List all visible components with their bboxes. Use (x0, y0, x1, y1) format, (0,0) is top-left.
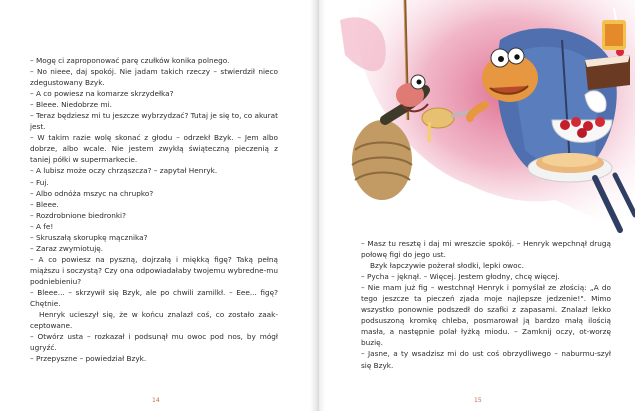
paragraph: – Bleee. (30, 199, 59, 209)
page-number-right: 15 (474, 397, 482, 404)
page-number-left: 14 (152, 397, 160, 404)
paragraph: – Przepyszne – powiedział Bzyk. (30, 354, 147, 364)
book-gutter-shadow (310, 0, 326, 411)
paragraph: Bzyk łapczywie pożerał słodki, lepki owoc. (370, 261, 524, 271)
paragraph: – No nieee, daj spokój. Nie jadam takich rzeczy – stwierdził nieco zdegustowany Bzyk. (30, 67, 278, 88)
paragraph: – Fuj. (30, 177, 49, 187)
paragraph: – Nie mam już fig – westchnął Henryk i pomyślał ze złością: „A do tego jeszcze ta pieczeń zjada moje najlepsze jedzenie!". Mimo wszystko ponownie podszedł do szafki z zapasami. Znalazł lekko podsuszoną kromkę chleba, posmarował ją bardzo małą ilością masła, a następnie polał łyżką miodu. – Zamknij oczy, ot-worzę buzię. (361, 283, 611, 348)
paragraph: – W takim razie wolę skonać z głodu – odrzekł Bzyk. – Jem albo dobrze, albo wcale. Nie jestem zwykłą świąteczną pieczenią z taniej półki w supermarkecie. (30, 133, 278, 165)
paragraph: – Mogę ci zaproponować parę czułków konika polnego. (30, 56, 230, 65)
paragraph: – Skruszałą skorupkę mącznika? (30, 232, 148, 242)
paragraph: – Masz tu resztę i daj mi wreszcie spokój. – Henryk wepchnął drugą połowę figi do jego ust. (361, 239, 611, 260)
paragraph: – Bleee... – skrzywił się Bzyk, ale po chwili zamilkł. – Eee... figę? Chętnie. (30, 287, 278, 309)
illustration (330, 0, 635, 240)
paragraph: – A co powiesz na komarze skrzydełka? (30, 89, 174, 99)
paragraph: – Pycha – jęknął. – Więcej. Jestem głodny, chcę więcej. (361, 272, 560, 282)
paragraph: – A fe! (30, 221, 54, 231)
paragraph: – Jasne, a ty wsadzisz mi do ust coś obrzydliwego – naburmu-szył się Bzyk. (361, 349, 611, 370)
paragraph: – Teraz będziesz mi tu jeszcze wybrzydzać? Tutaj je się to, co akurat jest. (30, 111, 278, 132)
right-page-text (361, 238, 611, 371)
paragraph: – Albo odnóża mszyc na chrupko? (30, 188, 154, 198)
left-page-text (30, 55, 278, 364)
paragraph: Henryk ucieszył się, że w końcu znalazł coś, co zostało zaak-ceptowane. (30, 310, 278, 331)
paragraph: – Zaraz zwymiotuję. (30, 243, 104, 253)
paragraph: – Bleee. Niedobrze mi. (30, 100, 112, 110)
paragraph: – A lubisz może oczy chrząszcza? – zapytał Henryk. (30, 166, 218, 176)
paragraph: – Otwórz usta – rozkazał i podsunął mu owoc pod nos, by mógł ugryźć. (30, 332, 278, 353)
paragraph: – Rozdrobnione biedronki? (30, 210, 126, 220)
paragraph: – A co powiesz na pyszną, dojrzałą i miękką figę? Taką pełną miąższu i soczystą? Czy ona odpowiadałaby twojemu wybredne-mu podniebieniu? (30, 254, 278, 286)
